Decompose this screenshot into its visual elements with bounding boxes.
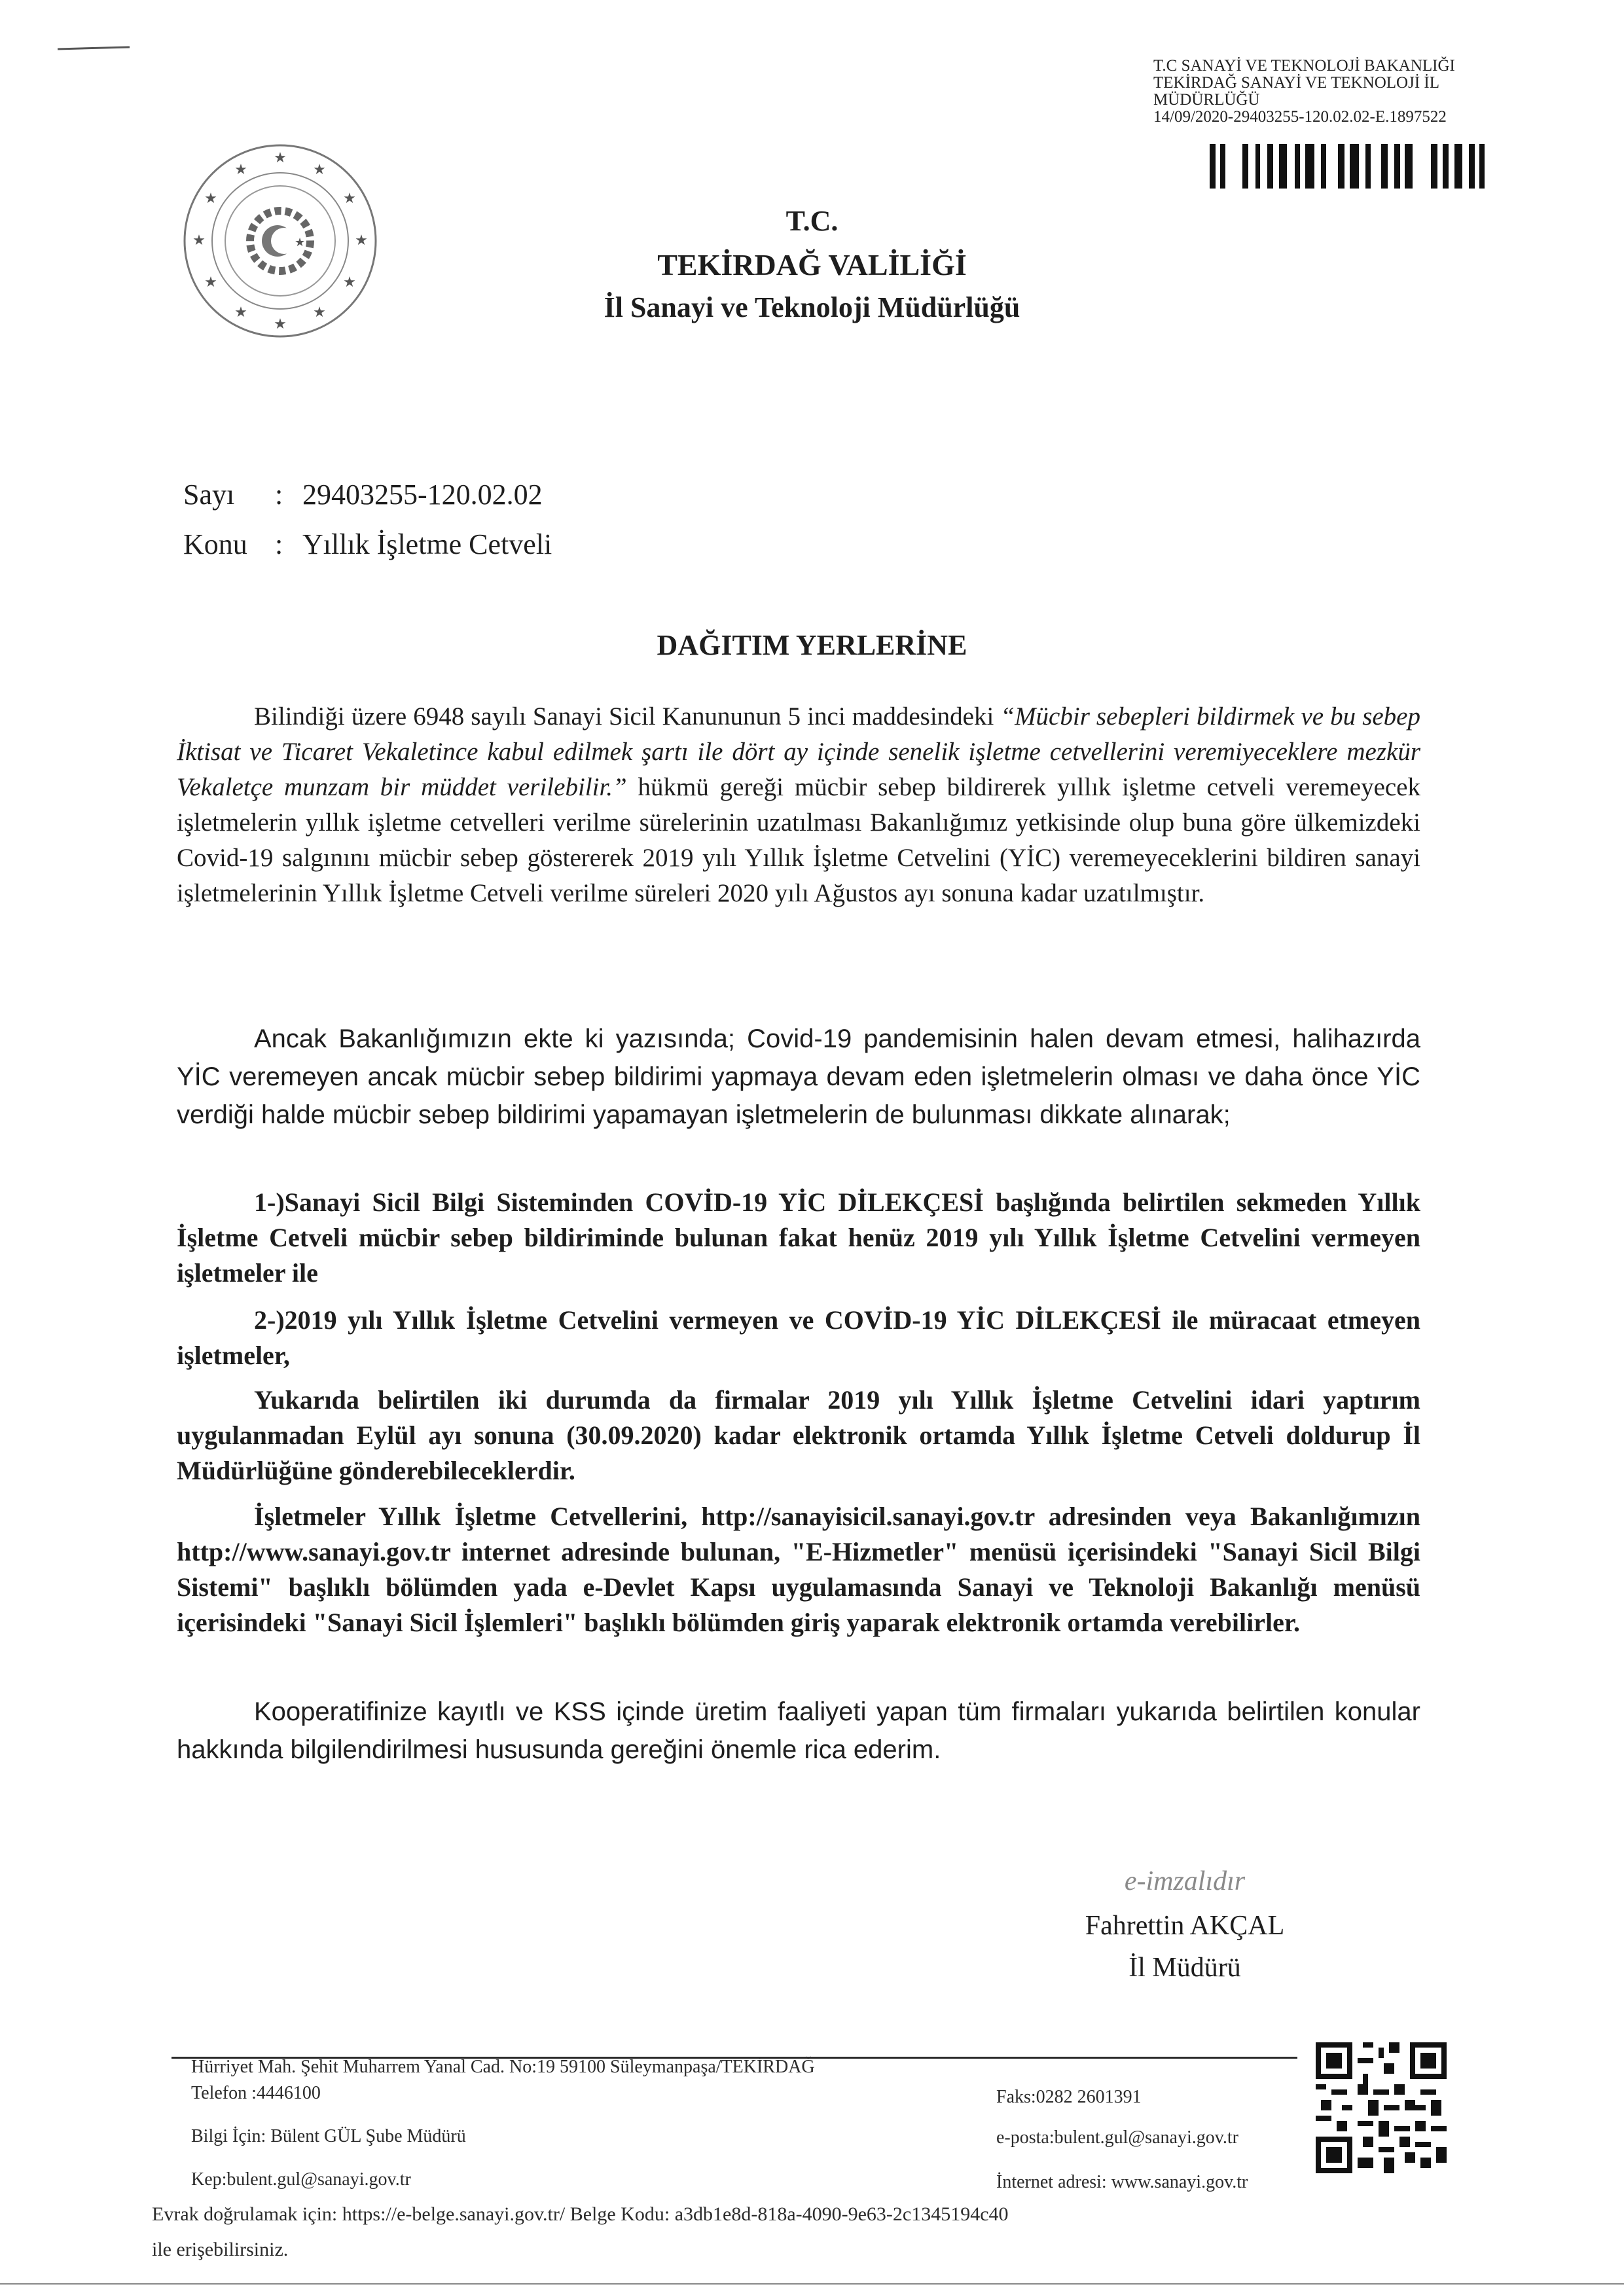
document-verification: Evrak doğrulamak için: https://e-belge.sanayi.gov.tr/ Belge Kodu: a3db1e8d-818a-4090-9e63-2c1345194c40 — [152, 2203, 1009, 2225]
body-paragraph-closing — [177, 1693, 1420, 1769]
p1-rest: hükmü gereği mücbir sebep bildirerek yıllık işletme cetveli veremeyecek işletmelerin yıllık işletme cetvelleri verilme sürelerinin uzatılması Bakanlığımız yetkisinde olup buna göre ülkemizdeki Covid-19 salgınını mücbir sebep göstererek 2019 yılı Yıllık İşletme Cetvelini (YİC) veremeyeceklerini bildiren sanayi işletmelerinin Yıllık İşletme Cetveli verilme süreleri 2020 yılı Ağustos ayı sonuna kadar uzatılmıştır. — [177, 773, 1420, 907]
registry-line: MÜDÜRLÜĞÜ — [1153, 91, 1260, 109]
body-paragraph-instructions — [177, 1499, 1420, 1640]
p6-text: İşletmeler Yıllık İşletme Cetvellerini, http://sanayisicil.sanayi.gov.tr adresinden veya Bakanlığımızın http://www.sanayi.gov.tr internet adresinde bulunan, "E-Hizmetler" menüsü içerisindeki "Sanayi Sicil Bilgi Sistemi" başlıklı bölümden yada e-Devlet Kapsı uygulamasında Sanayi ve Teknoloji Bakanlığı menüsü içerisindeki "Sanayi Sicil İşlemleri" başlıklı bölümden giriş yaparak elektronik ortamda verebilirler. — [177, 1502, 1420, 1637]
header-directorate: İl Sanayi ve Teknoloji Müdürlüğü — [604, 291, 1020, 323]
body-paragraph-1 — [177, 699, 1420, 911]
svg-text:★: ★ — [234, 304, 247, 321]
header-governorship: TEKİRDAĞ VALİLİĞİ — [657, 248, 967, 281]
document-verification-cont: ile erişebilirsiniz. — [152, 2239, 289, 2260]
p2-text: Ancak Bakanlığımızın ekte ki yazısında; Covid-19 pandemisinin halen devam etmesi, halihazırda YİC veremeyen ancak mücbir sebep bildirimi yapmaya devam eden işletmelerin olması ve daha önce YİC verdiği halde mücbir sebep bildirimi yapamayan işletmelerin de bulunması dikkate alınarak; — [177, 1024, 1420, 1129]
svg-text:★: ★ — [355, 232, 368, 249]
p3-text: 1-)Sanayi Sicil Bilgi Sisteminden COVİD-19 YİC DİLEKÇESİ başlığında belirtilen sekmeden Yıllık İşletme Cetveli mücbir sebep bildiriminde bulunan fakat henüz 2019 yılı Yıllık İşletme Cetvelini vermeyen işletmeler ile — [177, 1187, 1420, 1288]
reference-number-row — [183, 478, 543, 511]
svg-text:★: ★ — [274, 316, 287, 333]
separator: : — [275, 528, 283, 560]
barcode — [1210, 144, 1485, 189]
footer-address: Hürriyet Mah. Şehit Muharrem Yanal Cad. No:19 59100 Süleymanpaşa/TEKİRDAĞ — [191, 2057, 815, 2077]
sayi-label: Sayı — [183, 479, 235, 511]
footer-website: İnternet adresi: www.sanayi.gov.tr — [996, 2172, 1248, 2192]
p4-text: 2-)2019 yılı Yıllık İşletme Cetvelini vermeyen ve COVİD-19 YİC DİLEKÇESİ ile müracaat etmeyen işletmeler, — [177, 1305, 1420, 1370]
konu-label: Konu — [183, 528, 247, 560]
signatory-name: Fahrettin AKÇAL — [1085, 1911, 1285, 1941]
footer-contact-person: Bilgi İçin: Bülent GÜL Şube Müdürü — [191, 2126, 466, 2146]
svg-text:★: ★ — [313, 162, 326, 178]
separator: : — [275, 479, 283, 511]
body-item-2 — [177, 1303, 1420, 1373]
body-paragraph-2 — [177, 1020, 1420, 1134]
e-signature-note: e-imzalıdır — [1124, 1866, 1246, 1896]
svg-text:★: ★ — [192, 232, 206, 249]
footer-email: e-posta:bulent.gul@sanayi.gov.tr — [996, 2127, 1239, 2148]
header-tc: T.C. — [785, 205, 839, 237]
registry-line: T.C SANAYİ VE TEKNOLOJİ BAKANLIĞI — [1153, 57, 1455, 75]
p5-text: Yukarıda belirtilen iki durumda da firmalar 2019 yılı Yıllık İşletme Cetvelini idari yaptırım uygulanmadan Eylül ayı sonuna (30.09.2020) kadar elektronik ortamda Yıllık İşletme Cetveli doldurup İl Müdürlüğüne gönderebileceklerdir. — [177, 1385, 1420, 1485]
registry-number: 14/09/2020-29403255-120.02.02-E.1897522 — [1153, 108, 1447, 126]
footer-phone: Telefon :4446100 — [191, 2083, 321, 2103]
body-paragraph-deadline — [177, 1382, 1420, 1489]
recipient-heading: DAĞITIM YERLERİNE — [657, 629, 967, 661]
footer-kep: Kep:bulent.gul@sanayi.gov.tr — [191, 2169, 411, 2190]
body-item-1 — [177, 1185, 1420, 1291]
p7-text: Kooperatifinize kayıtlı ve KSS içinde üretim faaliyeti yapan tüm firmaları yukarıda belirtilen konular hakkında bilgilendirilmesi hususunda gereğini önemle rica ederim. — [177, 1697, 1420, 1764]
p1-law-quote: “Mücbir sebepleri bildirmek ve bu sebep İktisat ve Ticaret Vekaletince kabul edilmek şartı ile dört ay içinde senelik işletme cetvellerini veremiyeceklere mezkür Vekaletçe munzam bir müddet verilebilir.” — [177, 702, 1420, 801]
svg-text:★: ★ — [343, 274, 356, 291]
svg-text:★: ★ — [204, 274, 217, 291]
svg-text:★: ★ — [204, 190, 217, 207]
svg-text:★: ★ — [234, 162, 247, 178]
sayi-value: 29403255-120.02.02 — [302, 479, 543, 511]
registry-line: TEKİRDAĞ SANAYİ VE TEKNOLOJİ İL — [1153, 74, 1440, 92]
scan-edge-line — [0, 2283, 1624, 2285]
svg-text:★: ★ — [295, 236, 306, 249]
konu-value: Yıllık İşletme Cetveli — [302, 528, 552, 560]
qr-code-icon — [1316, 2042, 1447, 2173]
signatory-title: İl Müdürü — [1128, 1953, 1241, 1983]
svg-text:★: ★ — [343, 190, 356, 207]
footer-fax: Faks:0282 2601391 — [996, 2087, 1142, 2107]
svg-text:★: ★ — [274, 150, 287, 166]
pen-mark — [58, 46, 130, 50]
svg-text:★: ★ — [313, 304, 326, 321]
registry-stamp — [1153, 58, 1494, 126]
p1-intro: Bilindiği üzere 6948 sayılı Sanayi Sicil Kanununun 5 inci maddesindeki — [254, 702, 1001, 731]
subject-row — [183, 528, 552, 561]
